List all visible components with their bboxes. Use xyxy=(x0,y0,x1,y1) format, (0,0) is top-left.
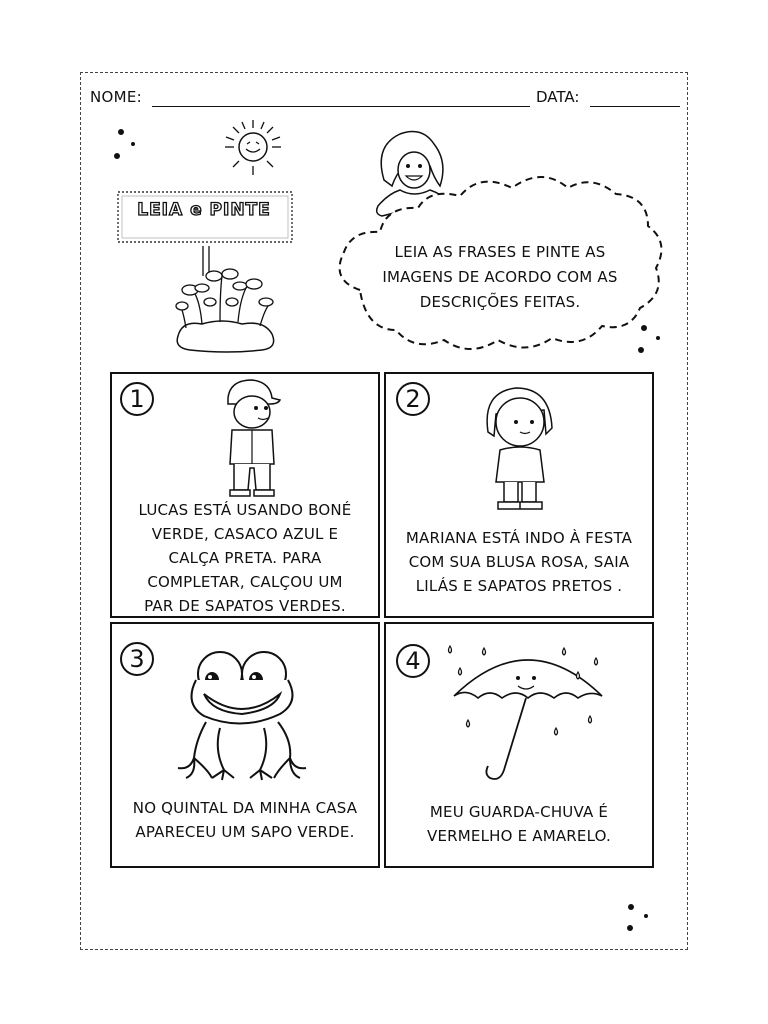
card-text-line: LUCAS ESTÁ USANDO BONÉ xyxy=(138,501,352,519)
card-text-line: NO QUINTAL DA MINHA CASA xyxy=(132,799,358,817)
girl-icon xyxy=(480,382,560,520)
sign-title: LEIA e PINTE xyxy=(137,200,271,220)
umbrella-icon xyxy=(444,632,614,788)
card-number: 1 xyxy=(120,382,154,416)
boy-icon xyxy=(218,378,284,498)
activity-card-4 xyxy=(384,622,654,868)
card-text xyxy=(386,800,652,848)
card-number: 4 xyxy=(396,644,430,678)
sun-icon xyxy=(222,118,284,178)
card-text-line: PAR DE SAPATOS VERDES. xyxy=(144,597,346,615)
instruction-text xyxy=(360,240,640,315)
card-text-line: APARECEU UM SAPO VERDE. xyxy=(135,823,355,841)
card-text xyxy=(386,526,652,598)
instruction-line: LEIA AS FRASES E PINTE AS xyxy=(394,243,606,261)
card-text-line: CALÇA PRETA. PARA xyxy=(168,549,322,567)
card-number: 2 xyxy=(396,382,430,416)
card-text-line: VERDE, CASACO AZUL E xyxy=(151,525,339,543)
activity-card-3 xyxy=(110,622,380,868)
activity-card-2 xyxy=(384,372,654,618)
activity-card-1 xyxy=(110,372,380,618)
name-label: NOME: xyxy=(90,88,143,106)
card-text-line: MEU GUARDA-CHUVA É xyxy=(429,803,609,821)
instruction-line: IMAGENS DE ACORDO COM AS xyxy=(382,268,618,286)
card-text xyxy=(112,796,378,844)
date-label: DATA: xyxy=(536,88,580,106)
card-text-line: COM SUA BLUSA ROSA, SAIA xyxy=(408,553,630,571)
card-text xyxy=(112,498,378,618)
instruction-line: DESCRIÇÕES FEITAS. xyxy=(419,293,581,311)
card-text-line: COMPLETAR, CALÇOU UM xyxy=(147,573,343,591)
card-text-line: LILÁS E SAPATOS PRETOS . xyxy=(415,577,623,595)
card-text-line: MARIANA ESTÁ INDO À FESTA xyxy=(405,529,633,547)
frog-icon xyxy=(174,640,324,784)
plants-icon xyxy=(172,262,282,354)
card-text-line: VERMELHO E AMARELO. xyxy=(427,827,611,845)
card-number: 3 xyxy=(120,642,154,676)
